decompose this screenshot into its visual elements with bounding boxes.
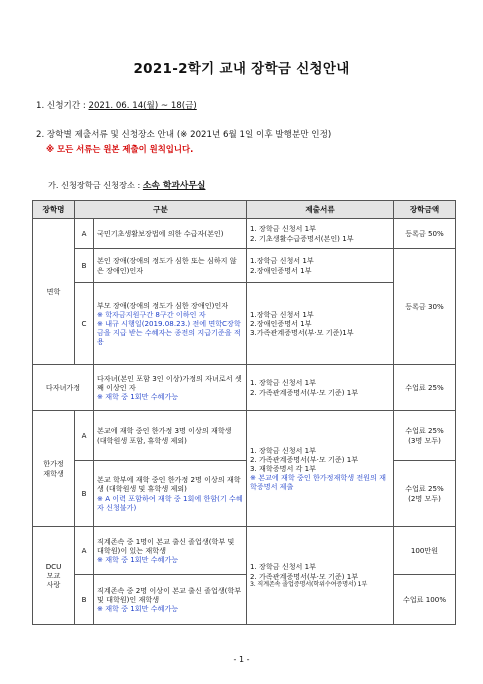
row-amount: 수업료 25% (2명 모두) bbox=[394, 461, 456, 527]
doc-item: 1. 장학금 신청서 1부 bbox=[250, 224, 317, 234]
row-desc bbox=[94, 283, 247, 365]
row-note: ※ 재학 중 1회만 수혜가능 bbox=[97, 555, 179, 565]
row-docs bbox=[247, 219, 394, 249]
row-desc-text: 본교에 재학 중인 한가정 3명 이상의 재학생 bbox=[97, 426, 232, 436]
doc-item: 2. 가족관계증명서(부·모 기준) 1부 bbox=[250, 387, 359, 397]
table-row bbox=[33, 283, 456, 365]
doc-item: 1.장학금 신청서 1부 bbox=[250, 309, 314, 319]
documents-heading-line bbox=[36, 128, 331, 140]
page-title: 2021-2학기 교내 장학금 신청안내 bbox=[133, 61, 350, 77]
doc-item: 2. 기초생활수급증명서(본인) 1부 bbox=[250, 233, 354, 243]
doc-item: 2. 가족관계증명서(부·모 기준) 1부 bbox=[250, 571, 359, 581]
row-code: A bbox=[75, 219, 94, 249]
group-dcu: DCU 모교 사랑 bbox=[33, 527, 75, 625]
doc-item: 3.가족관계증명서(부·모 기준)1부 bbox=[250, 328, 354, 338]
header-scholarship: 장학명 bbox=[33, 201, 75, 219]
row-desc-text: 부모 장애(장애의 정도가 심한 장애인)인자 bbox=[97, 300, 229, 310]
table-header-row bbox=[33, 201, 456, 219]
table-row bbox=[33, 411, 456, 461]
row-note: ※ 학자금지원구간 8구간 이하인 자 bbox=[97, 309, 206, 319]
row-desc bbox=[94, 575, 247, 625]
scholarship-table bbox=[32, 200, 456, 625]
row-docs bbox=[247, 283, 394, 365]
doc-item: 1. 장학금 신청서 1부 bbox=[250, 378, 317, 388]
row-amount: 수업료 25% (3명 모두) bbox=[394, 411, 456, 461]
row-docs bbox=[247, 527, 394, 625]
row-note: ※ 내규 시행일(2019.08.23.) 전에 면학C장학금을 지급 받는 수혜자는 종전의 지급기준을 적용 bbox=[97, 318, 241, 347]
doc-item: 1. 장학금 신청서 1부 bbox=[250, 562, 317, 572]
row-code: B bbox=[75, 461, 94, 527]
row-note: ※ 본교에 재학 중인 한가정재학생 전원의 재학증명서 제출 bbox=[250, 473, 386, 492]
row-desc bbox=[94, 461, 247, 527]
row-desc-text: 직계존속 중 2명 이상이 본교 출신 졸업생(학부 및 대학원)인 재학생 bbox=[97, 585, 242, 604]
doc-item: 2.장애인증명서 1부 bbox=[250, 318, 312, 328]
row-desc-text: 직계존속 중 1명이 본교 출신 졸업생(학부 및 대학원)이 있는 재학생 bbox=[97, 536, 235, 555]
group-reduce: 면학 bbox=[33, 219, 75, 365]
row-amount: 등록금 30% bbox=[394, 249, 456, 365]
row-code: C bbox=[75, 283, 94, 365]
original-documents-warning: ※ 모든 서류는 원본 제출이 원칙입니다. bbox=[46, 144, 194, 154]
row-desc bbox=[94, 411, 247, 461]
row-amount: 수업료 25% bbox=[394, 365, 456, 411]
row-code: A bbox=[75, 527, 94, 575]
table-row bbox=[33, 527, 456, 575]
doc-item: 1.장학금 신청서 1부 bbox=[250, 256, 314, 266]
table-row bbox=[33, 219, 456, 249]
group-family: 한가정 재학생 bbox=[33, 411, 75, 527]
header-amount: 장학금액 bbox=[394, 201, 456, 219]
period-value: 2021. 06. 14(월) ~ 18(금) bbox=[88, 101, 197, 111]
row-note: ※ A 이력 포함하여 재학 중 1회에 한함(기 수혜자 신청불가) bbox=[97, 493, 243, 512]
application-place bbox=[48, 178, 205, 191]
row-desc bbox=[94, 527, 247, 575]
row-docs bbox=[247, 249, 394, 283]
row-amount: 수업료 100% bbox=[394, 575, 456, 625]
page-number: - 1 - bbox=[233, 655, 250, 664]
header-category: 구분 bbox=[75, 201, 247, 219]
period-label: 1. 신청기간 : bbox=[36, 101, 89, 111]
table-row bbox=[33, 365, 456, 411]
doc-item: 2. 가족관계증명서(부·모 기준) 1부 bbox=[250, 454, 359, 464]
row-note: ※ 재학 중 1회만 수혜가능 bbox=[97, 392, 179, 402]
doc-item: 3. 재학증명서 각 1부 bbox=[250, 463, 317, 473]
place-value: 소속 학과사무실 bbox=[142, 181, 206, 191]
application-period bbox=[36, 99, 197, 111]
row-desc: 본인 장애(장애의 정도가 심한 또는 심하지 않은 장애인)인자 bbox=[94, 249, 247, 283]
doc-item: 1. 장학금 신청서 1부 bbox=[250, 445, 317, 455]
row-amount: 100만원 bbox=[394, 527, 456, 575]
group-multi: 다자녀가정 bbox=[33, 365, 94, 411]
documents-note: (※ 2021년 6월 1일 이후 발행분만 인정) bbox=[176, 130, 332, 140]
doc-item: 2.장애인증명서 1부 bbox=[250, 265, 312, 275]
row-desc-text: 본교 학부에 재학 중인 한가정 2명 이상의 재학생 (대학원생 및 휴학생 제외) bbox=[97, 475, 241, 494]
row-docs bbox=[247, 365, 394, 411]
row-desc: 국민기초생활보장법에 의한 수급자(본인) bbox=[94, 219, 247, 249]
documents-heading: 2. 장학별 제출서류 및 신청장소 안내 bbox=[36, 130, 175, 140]
row-desc-extra: (대학원생 포함, 휴학생 제외) bbox=[97, 435, 187, 445]
place-label: 가. 신청장학금 신청장소 : bbox=[48, 180, 143, 190]
row-docs bbox=[247, 411, 394, 527]
row-code: A bbox=[75, 411, 94, 461]
table-row bbox=[33, 249, 456, 283]
row-code: B bbox=[75, 249, 94, 283]
row-code: B bbox=[75, 575, 94, 625]
header-documents: 제출서류 bbox=[247, 201, 394, 219]
row-note: ※ 재학 중 1회만 수혜가능 bbox=[97, 604, 179, 614]
row-desc bbox=[94, 365, 247, 411]
row-desc-text: 다자녀(본인 포함 3인 이상)가정의 자녀로서 셋째 이상인 자 bbox=[97, 373, 242, 392]
row-amount: 등록금 50% bbox=[394, 219, 456, 249]
doc-item: 3. 직계존속 졸업증명서(학위수여증명서) 1부 bbox=[250, 580, 368, 588]
